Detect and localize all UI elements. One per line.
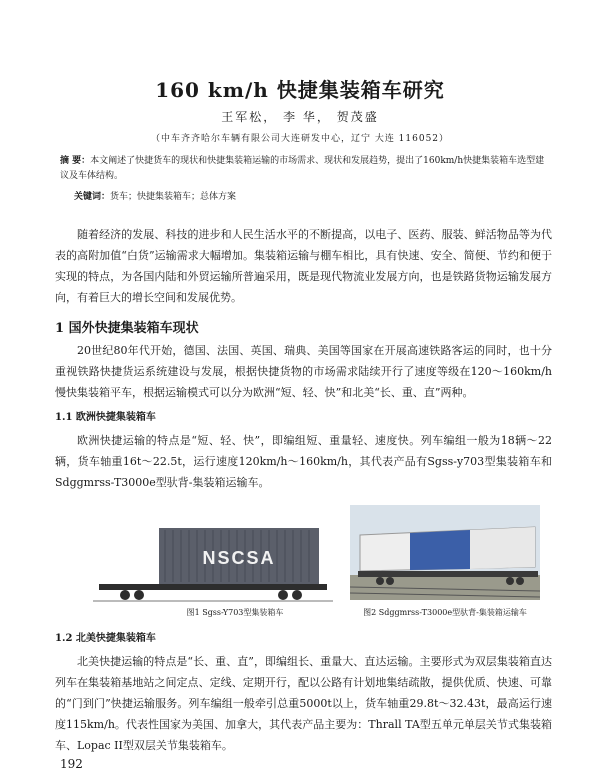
figure2-svg (350, 505, 540, 600)
keywords-text: 货车；快捷集装箱车；总体方案 (110, 192, 237, 202)
figure1-image (93, 516, 333, 606)
keywords-label: 关键词： (74, 192, 111, 202)
section11-heading: 1.1 欧洲快捷集装箱车 (55, 412, 156, 423)
figure1-svg (93, 516, 333, 606)
section12-paragraph: 北美快捷运输的特点是“长、重、直”，即编组长、重量大、直达运输。主要形式为双层集装箱直达列车在集装箱基地站之间定点、定线、定期开行，配以公路有计划地集结疏散，提供优质、快速、可靠的“门到门”快捷运输服务。列车编组一般牵引总重5000t以上，货车轴重29.8t～32.43t，最高运行速度115km/h。代表性国家为美国、加拿大，其代表产品主要为：Thrall TA型五单元单层关节式集装箱车、Lopac II型双层关节集装箱车。 (55, 655, 552, 752)
keywords (74, 189, 544, 202)
section1-paragraph: 20世纪80年代开始，德国、法国、英国、瑞典、美国等国家在开展高速铁路客运的同时，也十分重视铁路快捷货运系统建设与发展，根据快捷货物的市场需求陆续开行了速度等级在120～160km/h慢快集装箱平车，根据运输模式可以分为欧洲“短、轻、快”和北美“长、重、直”两种。 (55, 344, 552, 399)
abstract (60, 154, 550, 184)
figure2-image (350, 505, 540, 600)
affiliation: （中车齐齐哈尔车辆有限公司大连研发中心，辽宁 大连 116052） (150, 134, 450, 144)
page-number: 192 (60, 757, 83, 771)
section11-paragraph: 欧洲快捷运输的特点是“短、轻、快”，即编组短、重量轻、速度快。列车编组一般为18辆～22辆，货车轴重16t～22.5t，运行速度120km/h～160km/h，其代表产品有Sgss-y703型集装箱车和Sdggmrss-T3000e型驮背-集装箱运输车。 (55, 434, 552, 489)
section12-heading: 1.2 北美快捷集装箱车 (55, 633, 156, 644)
intro-paragraph: 随着经济的发展、科技的进步和人民生活水平的不断提高，以电子、医药、服装、鲜活物品等为代表的高附加值“白货”运输需求大幅增加。集装箱运输与棚车相比，具有快速、安全、简便、节约和便于实现的特点，为各国内陆和外贸运输所普遍采用，既是现代物流业发展方向，也是铁路货物运输发展方向，有着巨大的增长空间和发展优势。 (55, 228, 552, 304)
authors: 王军松， 李 华， 贺茂盛 (221, 110, 379, 124)
figure2-caption: 图2 Sdggmrss-T3000e型驮背-集装箱运输车 (363, 608, 527, 617)
wagon-frame (99, 584, 327, 590)
abstract-text: 本文阐述了快捷货车的现状和快捷集装箱运输的市场需求、现状和发展趋势，提出了160km/h快捷集装箱车选型建议及车体结构。 (60, 156, 545, 181)
container-label: NSCSA (202, 548, 276, 568)
section1-heading: 1 国外快捷集装箱车现状 (55, 321, 199, 336)
paper-title: 160 km/h 快捷集装箱车研究 (155, 78, 445, 102)
figure1-caption: 图1 Sgss-Y703型集装箱车 (186, 608, 284, 617)
abstract-label: 摘 要： (60, 156, 91, 166)
trailer-graphic (410, 530, 470, 570)
